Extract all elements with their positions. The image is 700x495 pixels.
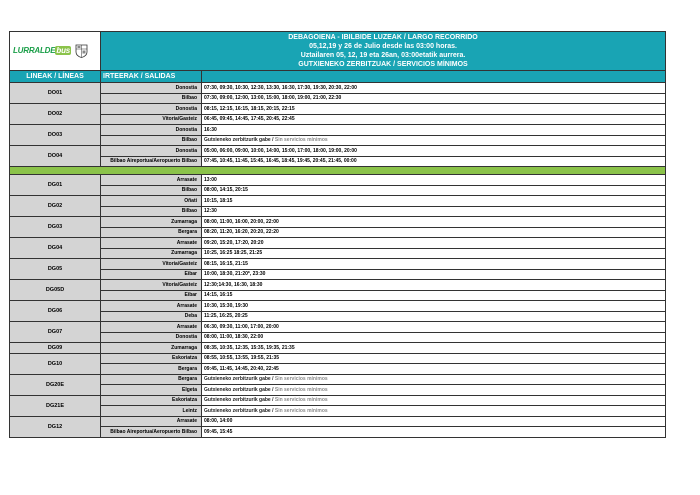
no-service-eu: Gutxieneko zerbitzurik gabe / <box>204 407 275 414</box>
table-row <box>10 332 666 343</box>
section-separator <box>10 167 666 175</box>
destination: Vitoria/Gasteiz <box>101 259 202 270</box>
table-row <box>10 406 666 417</box>
no-service-note <box>202 385 666 396</box>
logo-text-highlight: bus <box>56 46 71 55</box>
title-line-2: 05,12,19 y 26 de Julio desde las 03:00 horas. <box>309 43 457 50</box>
line-code: DG07 <box>10 322 101 343</box>
line-code: DG09 <box>10 343 101 354</box>
departure-times: 09:45, 15:45 <box>202 427 666 438</box>
table-row <box>10 93 666 104</box>
destination: Arrasate <box>101 238 202 249</box>
table-row <box>10 353 666 364</box>
line-code: DG03 <box>10 217 101 238</box>
no-service-eu: Gutxieneko zerbitzurik gabe / <box>204 386 275 393</box>
line-code: DO02 <box>10 104 101 125</box>
destination: Eskoriatza <box>101 395 202 406</box>
departure-times: 16:30 <box>202 125 666 136</box>
title-line-1: DEBAGOIENA - IBILBIDE LUZEAK / LARGO RECORRIDO <box>288 34 478 41</box>
coat-of-arms-icon <box>75 44 88 58</box>
destination: Arrasate <box>101 175 202 186</box>
departure-times: 08:00, 14:00 <box>202 416 666 427</box>
departure-times: 10:25, 16:25 18:25, 21:25 <box>202 248 666 259</box>
departure-times: 08:00, 11:00, 18:30, 22:00 <box>202 332 666 343</box>
table-row <box>10 301 666 312</box>
header-departures: IRTEERAK / SALIDAS <box>101 71 202 83</box>
destination: Bergara <box>101 227 202 238</box>
table-row <box>10 280 666 291</box>
no-service-note <box>202 406 666 417</box>
departure-times: 07:30, 09:00, 12:00, 13:00, 15:00, 18:00, 19:00, 21:00, 22:30 <box>202 93 666 104</box>
line-code: DO01 <box>10 83 101 104</box>
no-service-es: Sin servicios mínimos <box>274 386 328 393</box>
line-code: DG05D <box>10 280 101 301</box>
table-row <box>10 206 666 217</box>
table-row <box>10 416 666 427</box>
table-row <box>10 374 666 385</box>
destination: Bergara <box>101 374 202 385</box>
line-code: DG10 <box>10 353 101 374</box>
departure-times: 08:15, 12:15, 16:15, 18:15, 20:15, 22:15 <box>202 104 666 115</box>
schedule-table <box>9 31 666 438</box>
table-row <box>10 322 666 333</box>
line-code: DG06 <box>10 301 101 322</box>
departure-times: 06:45, 09:45, 14:45, 17:45, 20:45, 22:45 <box>202 114 666 125</box>
destination: Donostia <box>101 332 202 343</box>
departure-times: 08:00, 11:00, 16:00, 20:00, 22:00 <box>202 217 666 228</box>
table-row <box>10 83 666 94</box>
line-code: DG04 <box>10 238 101 259</box>
no-service-es: Sin servicios mínimos <box>274 137 328 144</box>
table-row <box>10 104 666 115</box>
destination: Eibar <box>101 269 202 280</box>
departure-times: 05:00, 06:00, 09:00, 10:00, 14:00, 15:00, 17:00, 18:00, 19:00, 20:00 <box>202 146 666 157</box>
table-row <box>10 217 666 228</box>
table-row <box>10 146 666 157</box>
destination: Donostia <box>101 104 202 115</box>
table-row <box>10 395 666 406</box>
table-row <box>10 238 666 249</box>
departure-times: 12:30 <box>202 206 666 217</box>
destination: Elgeta <box>101 385 202 396</box>
destination: Zumarraga <box>101 217 202 228</box>
line-code: DG02 <box>10 196 101 217</box>
destination: Zumarraga <box>101 248 202 259</box>
table-row <box>10 227 666 238</box>
separator-bar <box>10 167 666 175</box>
departure-times: 08:55, 10:55, 13:55, 19:55, 21:35 <box>202 353 666 364</box>
table-row <box>10 269 666 280</box>
destination: Bilbao <box>101 185 202 196</box>
table-row <box>10 343 666 354</box>
destination: Eibar <box>101 290 202 301</box>
no-service-es: Sin servicios mínimos <box>274 397 328 404</box>
title-line-3: Uztailaren 05, 12, 19 eta 26an, 03:00etatik aurrera. <box>300 52 466 59</box>
destination: Bilbao <box>101 93 202 104</box>
destination: Bilbao <box>101 135 202 146</box>
table-row <box>10 175 666 186</box>
destination: Arrasate <box>101 301 202 312</box>
line-code: DO03 <box>10 125 101 146</box>
departure-times: 06:30, 09:30, 11:00, 17:00, 20:00 <box>202 322 666 333</box>
departure-times: 08:35, 10:35, 12:35, 15:35, 19:35, 21:35 <box>202 343 666 354</box>
destination: Donostia <box>101 146 202 157</box>
destination: Arrasate <box>101 416 202 427</box>
departure-times: 14:15, 16:15 <box>202 290 666 301</box>
lurraldebus-logo <box>10 32 100 70</box>
departure-times: 07:30, 09:30, 10:30, 12:30, 13:30, 16:30, 17:30, 19:30, 20:30, 22:00 <box>202 83 666 94</box>
departure-times: 08:00, 14:15, 20:15 <box>202 185 666 196</box>
departure-times: 12:30;14:30, 16:30, 18:30 <box>202 280 666 291</box>
table-row <box>10 290 666 301</box>
no-service-note <box>202 135 666 146</box>
table-row <box>10 364 666 375</box>
line-code: DO04 <box>10 146 101 167</box>
no-service-es: Sin servicios mínimos <box>274 407 328 414</box>
departure-times: 09:45, 11:45, 14:45, 20:40, 22:45 <box>202 364 666 375</box>
table-row <box>10 114 666 125</box>
line-code: DG21E <box>10 395 101 416</box>
table-row <box>10 385 666 396</box>
destination: Oñati <box>101 196 202 207</box>
header-empty <box>202 71 666 83</box>
destination: Vitoria/Gasteiz <box>101 280 202 291</box>
title-line-4: GUTXIENEKO ZERBITZUAK / SERVICIOS MÍNIMOS <box>298 61 468 68</box>
table-row <box>10 311 666 322</box>
departure-times: 08:15, 16:15, 21:15 <box>202 259 666 270</box>
table-row <box>10 185 666 196</box>
destination: Arrasate <box>101 322 202 333</box>
destination: Bilbao <box>101 206 202 217</box>
destination: Leintz <box>101 406 202 417</box>
title-cell <box>101 32 666 71</box>
table-row <box>10 259 666 270</box>
no-service-note <box>202 374 666 385</box>
table-row <box>10 125 666 136</box>
logo-text: LURRALDE <box>13 46 56 55</box>
departure-times: 09:20, 15:20, 17:20, 20:20 <box>202 238 666 249</box>
departure-times: 10:15, 18:15 <box>202 196 666 207</box>
no-service-eu: Gutxieneko zerbitzurik gabe / <box>204 397 275 404</box>
destination: Zumarraga <box>101 343 202 354</box>
departure-times: 13:00 <box>202 175 666 186</box>
destination: Eskoriatza <box>101 353 202 364</box>
departure-times: 10:00, 18:30, 21:20*, 23:30 <box>202 269 666 280</box>
no-service-eu: Gutxieneko zerbitzurik gabe / <box>204 376 275 383</box>
table-row <box>10 427 666 438</box>
destination: Bilbao Aireportua/Aeropuerto Bilbao <box>101 156 202 167</box>
no-service-eu: Gutxieneko zerbitzurik gabe / <box>204 137 275 144</box>
destination: Deba <box>101 311 202 322</box>
header-lines: LINEAK / LÍNEAS <box>10 71 101 83</box>
line-code: DG20E <box>10 374 101 395</box>
no-service-es: Sin servicios mínimos <box>274 376 328 383</box>
destination: Donostia <box>101 125 202 136</box>
destination: Bilbao Aireportua/Aeropuerto Bilbao <box>101 427 202 438</box>
departure-times: 08:20, 11:20, 16:20, 20:20, 22:20 <box>202 227 666 238</box>
line-code: DG01 <box>10 175 101 196</box>
line-code: DG12 <box>10 416 101 437</box>
departure-times: 11:25, 16:25, 20:25 <box>202 311 666 322</box>
departure-times: 10:30, 15:30, 19:30 <box>202 301 666 312</box>
logo-cell <box>10 32 101 71</box>
table-row <box>10 248 666 259</box>
no-service-note <box>202 395 666 406</box>
destination: Bergara <box>101 364 202 375</box>
destination: Donostia <box>101 83 202 94</box>
departure-times: 07:45, 10:45, 11:45, 15:45, 16:45, 18:45, 19:45, 20:45, 21:45, 00:00 <box>202 156 666 167</box>
destination: Vitoria/Gasteiz <box>101 114 202 125</box>
table-row <box>10 196 666 207</box>
table-row <box>10 135 666 146</box>
table-row <box>10 156 666 167</box>
line-code: DG05 <box>10 259 101 280</box>
